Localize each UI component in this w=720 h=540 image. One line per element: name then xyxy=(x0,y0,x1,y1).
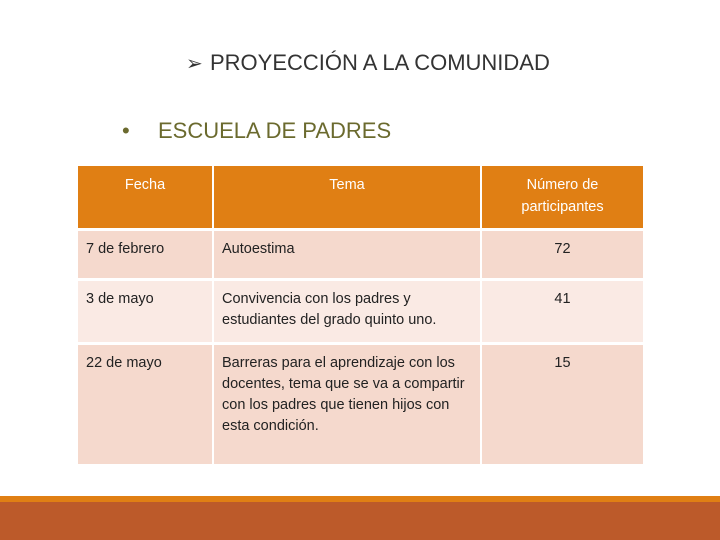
header-numero: Número de participantes xyxy=(481,166,643,230)
cell-numero: 41 xyxy=(481,280,643,344)
footer-band xyxy=(0,496,720,540)
cell-fecha: 3 de mayo xyxy=(78,280,213,344)
cell-tema: Barreras para el aprendizaje con los docentes, tema que se va a compartir con los padres que tienen hijos con esta condición. xyxy=(213,344,481,466)
table-header-row xyxy=(78,166,643,230)
subtitle-text: ESCUELA DE PADRES xyxy=(158,118,392,143)
activities-table xyxy=(78,166,643,467)
cell-fecha: 22 de mayo xyxy=(78,344,213,466)
bullet-dot-icon: • xyxy=(122,118,130,143)
table-row xyxy=(78,344,643,466)
section-subtitle xyxy=(122,118,391,144)
slide-title: PROYECCIÓN A LA COMUNIDAD xyxy=(210,50,550,75)
cell-tema: Autoestima xyxy=(213,230,481,280)
cell-fecha: 7 de febrero xyxy=(78,230,213,280)
cell-numero: 15 xyxy=(481,344,643,466)
arrow-bullet-icon: ➢ xyxy=(186,53,203,75)
header-tema: Tema xyxy=(213,166,481,230)
table-row xyxy=(78,230,643,280)
cell-numero: 72 xyxy=(481,230,643,280)
slide-heading xyxy=(186,50,550,76)
table-row xyxy=(78,280,643,344)
header-fecha: Fecha xyxy=(78,166,213,230)
cell-tema: Convivencia con los padres y estudiantes del grado quinto uno. xyxy=(213,280,481,344)
